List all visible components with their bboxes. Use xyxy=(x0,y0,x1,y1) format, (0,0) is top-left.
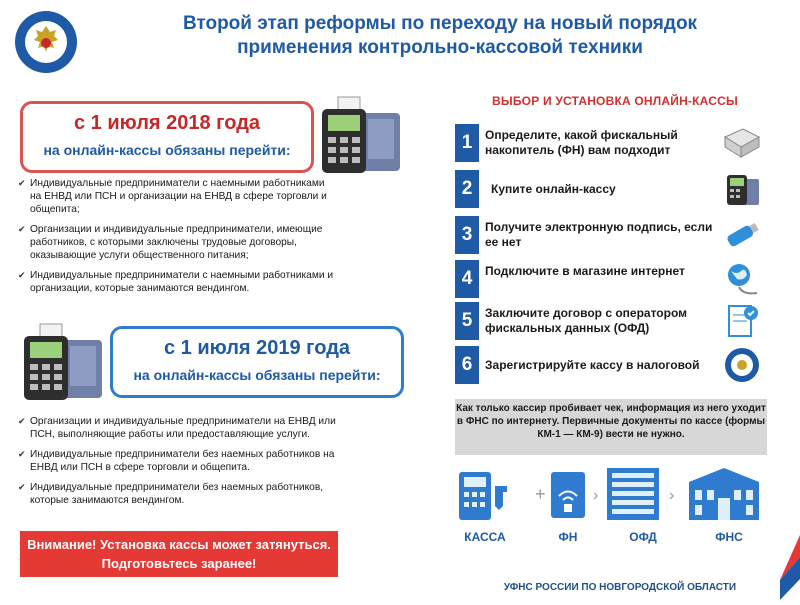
deadline-2019-subtitle: на онлайн-кассы обязаны перейти: xyxy=(133,367,381,383)
flag-stripe-decoration xyxy=(780,535,800,600)
flow-label-fns: ФНС xyxy=(715,530,743,544)
title-line-1: Второй этап реформы по переходу на новый порядок xyxy=(182,13,698,34)
globe-cable-icon xyxy=(721,261,763,297)
step-1 xyxy=(455,124,767,162)
server-icon xyxy=(607,468,659,520)
data-flow-diagram xyxy=(455,462,767,524)
title-line-2: применения контрольно-кассовой техники xyxy=(237,37,643,58)
fiscal-drive-flow-icon xyxy=(551,472,585,518)
deadline-2018-bubble xyxy=(20,101,314,173)
step-number: 5 xyxy=(455,302,479,340)
contract-icon xyxy=(721,303,763,339)
deadline-2019-date: с 1 июля 2019 года xyxy=(163,337,351,359)
step-text: Подключите в магазине интернет xyxy=(485,264,685,278)
step-text: Получите электронную подпись, если ее нет xyxy=(485,220,713,249)
deadline-2019-list xyxy=(18,415,340,514)
info-note: Как только кассир пробивает чек, информация из него уходит в ФНС по интернету. Первичные документы по кассе (формы КМ-1 — КМ-9) вести не нужно. xyxy=(455,399,767,455)
usb-token-icon xyxy=(721,217,763,253)
pos-terminal-icon xyxy=(20,322,105,404)
step-4 xyxy=(455,260,767,298)
step-text: Купите онлайн-кассу xyxy=(491,181,616,196)
step-number: 6 xyxy=(455,346,479,384)
deadline-2019-bubble xyxy=(110,326,404,398)
step-number: 2 xyxy=(455,170,479,208)
fiscal-drive-icon xyxy=(721,125,763,161)
step-number: 3 xyxy=(455,216,479,254)
step-text: Заключите договор с оператором фискальных данных (ОФД) xyxy=(485,306,688,335)
warning-line-1: Внимание! Установка кассы может затянуться. xyxy=(27,537,331,552)
step-6 xyxy=(455,346,767,384)
steps-title: ВЫБОР И УСТАНОВКА ОНЛАЙН-КАССЫ xyxy=(492,94,738,108)
warning-line-2: Подготовьтесь заранее! xyxy=(101,556,257,571)
warning-banner xyxy=(20,531,338,577)
svg-text:›: › xyxy=(593,487,599,504)
step-2 xyxy=(455,170,767,208)
flow-label-ofd: ОФД xyxy=(629,530,657,544)
tax-office-building-icon xyxy=(689,468,759,520)
step-5 xyxy=(455,302,767,340)
cash-register-icon xyxy=(721,171,763,207)
footer-org: УФНС РОССИИ ПО НОВГОРОДСКОЙ ОБЛАСТИ xyxy=(503,582,737,593)
register-icon xyxy=(459,472,507,520)
deadline-2018-list xyxy=(18,177,338,302)
step-text: Зарегистрируйте кассу в налоговой xyxy=(485,357,700,372)
list-item: ✔ Индивидуальные предприниматели с наемными работниками и организации, которые занимаются вендингом. xyxy=(18,269,338,295)
flow-label-fn: ФН xyxy=(558,530,578,544)
deadline-2018-date: с 1 июля 2018 года xyxy=(73,112,261,134)
deadline-2018-subtitle: на онлайн-кассы обязаны перейти: xyxy=(43,142,291,158)
page-title xyxy=(110,12,770,60)
step-number: 1 xyxy=(455,124,479,162)
list-item: ✔ Индивидуальные предприниматели без наемных работников, которые занимаются вендингом. xyxy=(18,481,340,507)
pos-terminal-icon xyxy=(318,95,403,177)
flow-label-kassa: КАССА xyxy=(464,530,506,544)
step-3 xyxy=(455,216,767,254)
list-item: ✔ Организации и индивидуальные предприниматели на ЕНВД или ПСН, выполняющие работы или предоставляющие услуги. xyxy=(18,415,340,441)
list-item: ✔ Индивидуальные предприниматели с наемными работниками на ЕНВД или ПСН и организации на ЕНВД в сфере торговли и общепита; xyxy=(18,177,338,216)
step-text: Определите, какой фискальный накопитель (ФН) вам подходит xyxy=(485,128,678,157)
step-number: 4 xyxy=(455,260,479,298)
svg-text:+: + xyxy=(535,484,546,504)
tax-emblem-icon xyxy=(721,347,763,383)
fns-logo xyxy=(14,10,78,74)
list-item: ✔ Организации и индивидуальные предприниматели, имеющие работников, с которыми заключены трудовые договоры, оказывающие услуги общественного питания; xyxy=(18,223,338,262)
svg-text:›: › xyxy=(669,487,675,504)
list-item: ✔ Индивидуальные предприниматели без наемных работников на ЕНВД или ПСН в сфере торговли и общепита. xyxy=(18,448,340,474)
